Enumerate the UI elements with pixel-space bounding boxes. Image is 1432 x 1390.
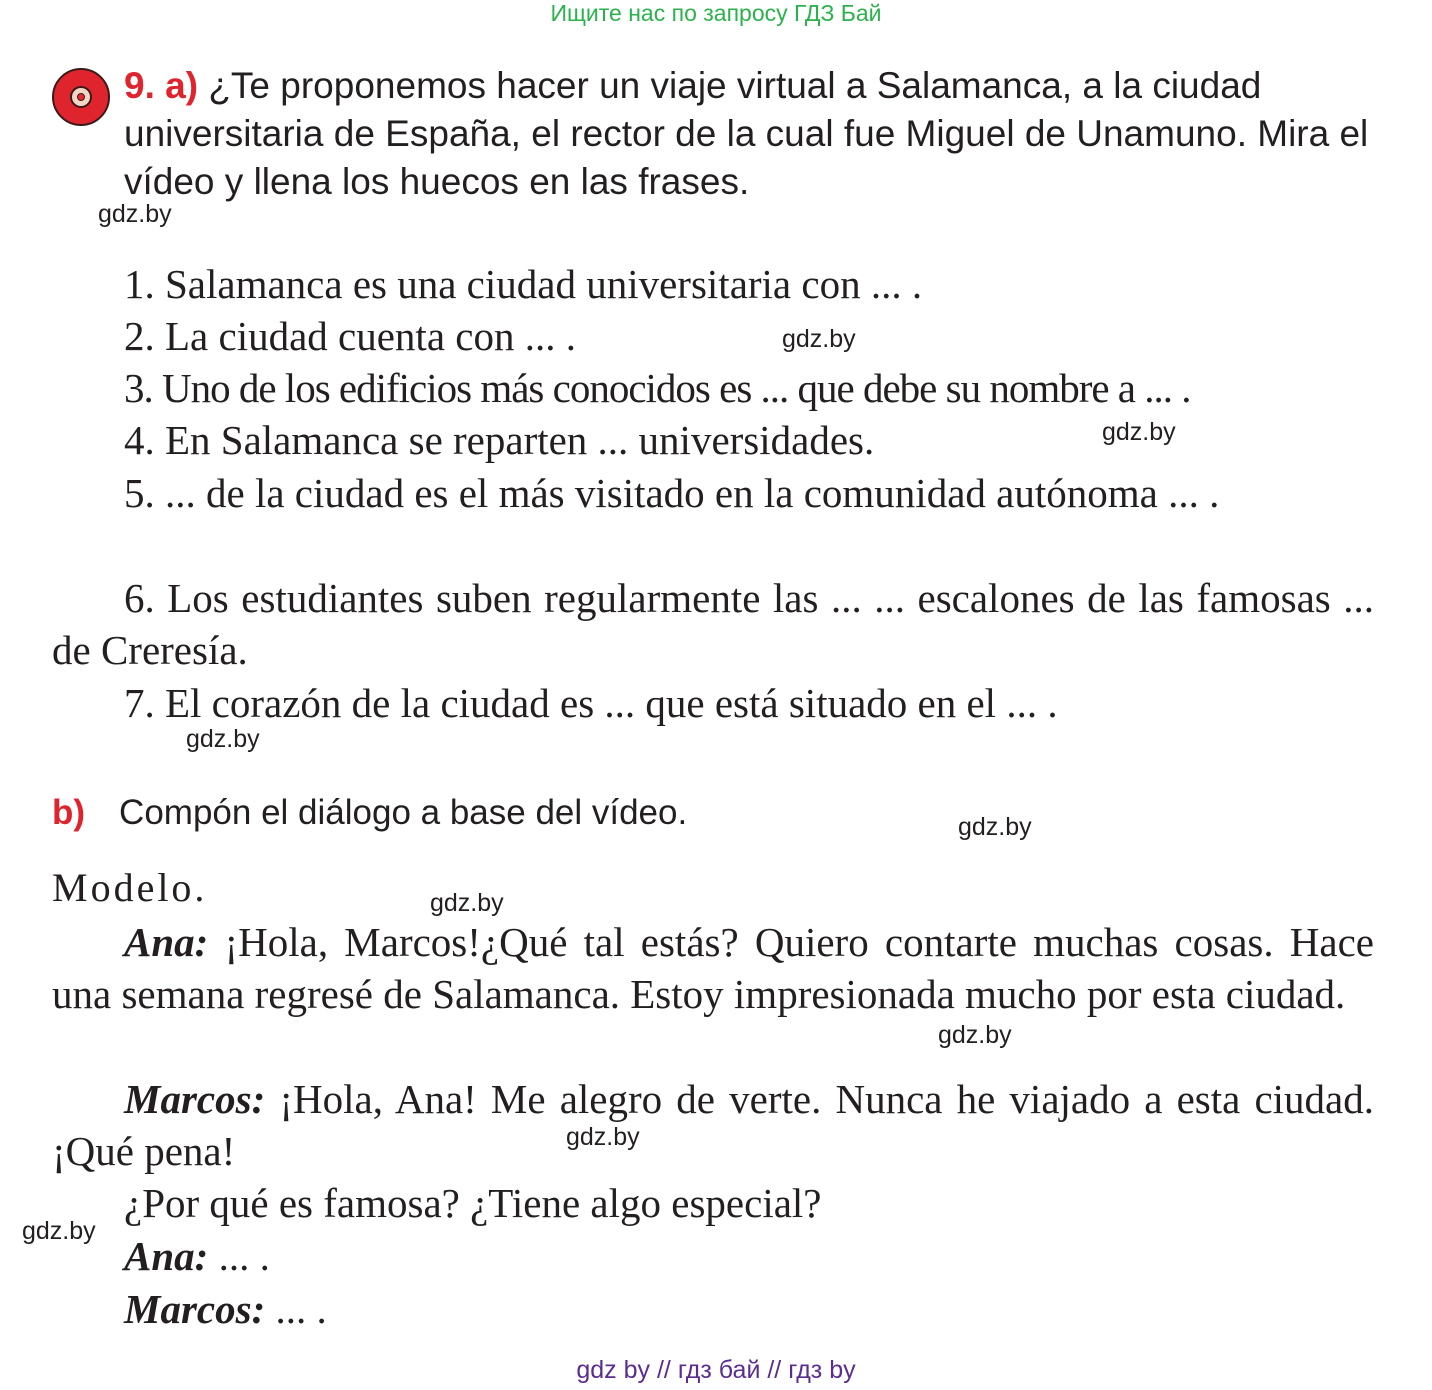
part-a-label: а)	[165, 65, 199, 106]
sentence-3: 3. Uno de los edificios más conocidos es ... que debe su nombre a ... .	[124, 365, 1191, 411]
watermark: gdz.by	[22, 1217, 96, 1245]
dialogue-text: ¿Por qué es famosa? ¿Tiene algo especial?	[124, 1180, 822, 1226]
watermark: gdz.by	[186, 725, 260, 753]
cd-disc-icon	[52, 68, 110, 126]
dialogue-text: ¡Hola, Ana! Me alegro de verte. Nunca he viajado a esta ciudad. ¡Qué pena!	[52, 1076, 1374, 1174]
watermark: gdz.by	[938, 1021, 1012, 1049]
exercise-number: 9.	[124, 65, 155, 106]
dialogue-line-1	[52, 916, 1374, 1020]
watermark: gdz.by	[1102, 418, 1176, 446]
sentence-7: 7. El corazón de la ciudad es ... que está situado en el ... .	[124, 680, 1058, 726]
dialogue-line-3	[124, 1177, 822, 1229]
watermark: gdz.by	[430, 889, 504, 917]
intro-text: ¿Te proponemos hacer un viaje virtual a Salamanca, a la ciudad universitaria de España, el rector de la cual fue Miguel de Unamuno. Mira el vídeo y llena los huecos en las frases.	[124, 65, 1369, 202]
watermark: gdz.by	[958, 813, 1032, 841]
sentence-1: 1. Salamanca es una ciudad universitaria con ... .	[124, 261, 923, 307]
top-banner: Ищите нас по запросу ГДЗ Бай	[550, 0, 882, 26]
part-b	[52, 790, 687, 836]
speaker-name: Marcos:	[124, 1076, 266, 1122]
exercise-intro	[124, 62, 1376, 206]
watermark: gdz.by	[782, 325, 856, 353]
speaker-name: Ana:	[124, 1233, 209, 1279]
sentence-4: 4. En Salamanca se reparten ... universidades.	[124, 417, 875, 463]
model-label: Modelo.	[52, 865, 208, 910]
part-b-label: b)	[52, 793, 86, 832]
watermark: gdz.by	[98, 200, 172, 228]
dialogue-line-4	[124, 1230, 270, 1282]
dialogue-text: ... .	[208, 1233, 270, 1279]
watermark: gdz.by	[566, 1123, 640, 1151]
speaker-name: Ana:	[124, 919, 209, 965]
dialogue-line-2	[52, 1073, 1374, 1177]
footer-links: gdz by // гдз бай // гдз by	[576, 1356, 856, 1384]
part-b-text: Compón el diálogo a base del vídeo.	[119, 793, 688, 832]
dialogue-text: ¡Hola, Marcos!¿Qué tal estás? Quiero contarte muchas cosas. Hace una semana regresé de Salamanca. Estoy impresionada mucho por esta ciudad.	[52, 919, 1374, 1017]
sentence-6: 6. Los estudiantes suben regularmente las ... ... escalones de las famosas ... de Creresía.	[52, 575, 1374, 673]
dialogue-line-5	[124, 1283, 327, 1335]
sentence-2: 2. La ciudad cuenta con ... .	[124, 313, 576, 359]
sentence-5: 5. ... de la ciudad es el más visitado en la comunidad autónoma ... .	[124, 470, 1220, 516]
dialogue-text: ... .	[265, 1286, 327, 1332]
speaker-name: Marcos:	[124, 1286, 266, 1332]
